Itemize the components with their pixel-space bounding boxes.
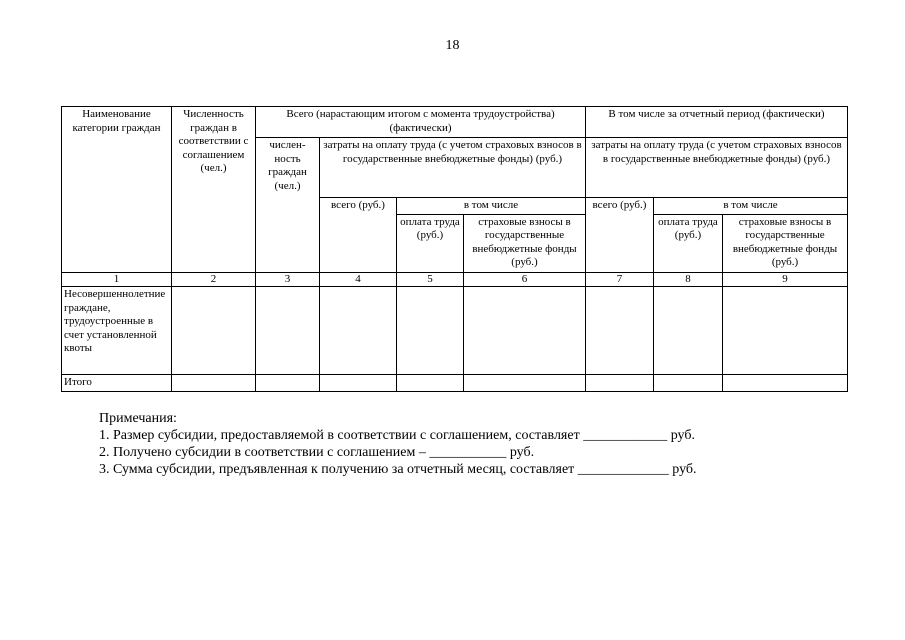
notes-section (99, 410, 879, 478)
table-cell (397, 287, 464, 375)
header-category: Наименование категории граждан (62, 107, 172, 273)
table-cell (464, 375, 586, 392)
page-number: 18 (445, 38, 460, 53)
table-cell (172, 375, 256, 392)
row-label-minors: Несовершеннолетние граждане, трудоустроенные в счет установленной квоты (62, 287, 172, 375)
table-cell (586, 375, 654, 392)
header-count-by-agreement: Численность граждан в соответствии с соглашением (чел.) (172, 107, 256, 273)
table-cell (654, 287, 723, 375)
table-row (62, 375, 848, 392)
table-cell (397, 375, 464, 392)
column-number: 6 (464, 272, 586, 287)
column-number: 5 (397, 272, 464, 287)
header-reporting-period: В том числе за отчетный период (фактически) (586, 107, 848, 138)
header-all-rub-period: всего (руб.) (586, 198, 654, 273)
column-number: 7 (586, 272, 654, 287)
table-cell (723, 287, 848, 375)
notes-title: Примечания: (99, 411, 177, 426)
table-cell (654, 375, 723, 392)
table-cell (723, 375, 848, 392)
header-total-headcount: числен-ность граждан (чел.) (256, 138, 320, 273)
table-cell (320, 375, 397, 392)
header-all-rub-total: всего (руб.) (320, 198, 397, 273)
column-number: 1 (62, 272, 172, 287)
note-subsidy-received: 2. Получено субсидии в соответствии с соглашением – ___________ руб. (99, 445, 535, 460)
table-cell (464, 287, 586, 375)
table-cell (256, 375, 320, 392)
header-insurance-total: страховые взносы в государственные внебюджетные фонды (руб.) (464, 214, 586, 272)
note-subsidy-claimed: 3. Сумма субсидии, предъявленная к получению за отчетный месяц, составляет _____________ руб. (99, 462, 697, 477)
subsidy-report-table (61, 106, 848, 392)
header-labor-costs-total: затраты на оплату труда (с учетом страховых взносов в государственные внебюджетные фонды) (руб.) (320, 138, 586, 198)
header-including-period: в том числе (654, 198, 848, 215)
table-cell (256, 287, 320, 375)
table-row (62, 287, 848, 375)
column-number: 9 (723, 272, 848, 287)
column-number: 2 (172, 272, 256, 287)
column-number: 4 (320, 272, 397, 287)
note-subsidy-size: 1. Размер субсидии, предоставляемой в соответствии с соглашением, составляет ____________ руб. (99, 428, 695, 443)
header-labor-costs-period: затраты на оплату труда (с учетом страховых взносов в государственные внебюджетные фонды) (руб.) (586, 138, 848, 198)
header-pay-period: оплата труда (руб.) (654, 214, 723, 272)
table-cell (172, 287, 256, 375)
row-label-total: Итого (62, 375, 172, 392)
table-cell (320, 287, 397, 375)
header-insurance-period: страховые взносы в государственные внебюджетные фонды (руб.) (723, 214, 848, 272)
header-pay-total: оплата труда (руб.) (397, 214, 464, 272)
column-number: 8 (654, 272, 723, 287)
table-cell (586, 287, 654, 375)
header-total-cumulative: Всего (нарастающим итогом с момента трудоустройства) (фактически) (256, 107, 586, 138)
header-including-total: в том числе (397, 198, 586, 215)
column-number: 3 (256, 272, 320, 287)
